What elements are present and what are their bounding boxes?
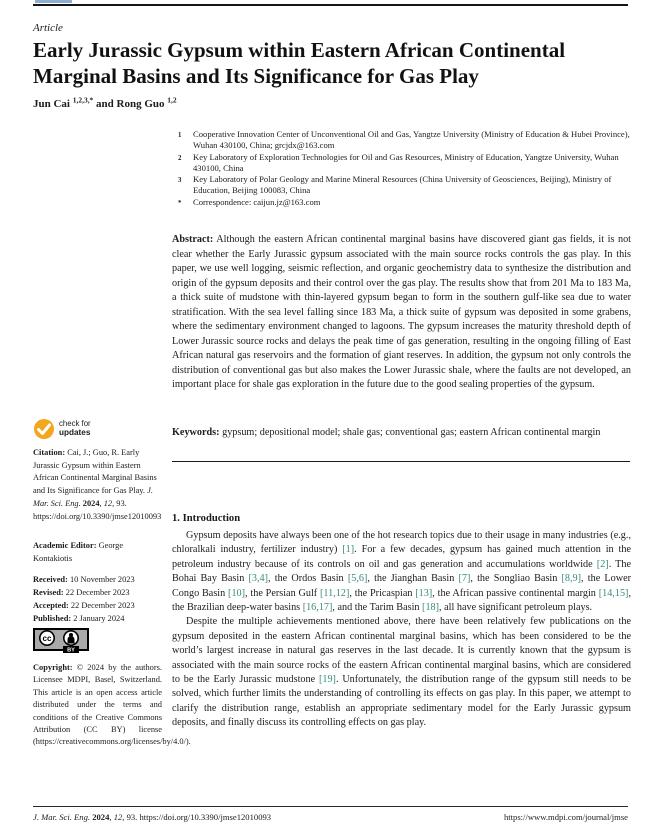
date-value: 22 December 2023 [65, 588, 130, 597]
affiliations-block [178, 129, 632, 209]
date-label: Accepted: [33, 601, 71, 610]
keywords-block [172, 426, 631, 440]
date-label: Revised: [33, 588, 66, 597]
date-received [33, 573, 162, 586]
affiliation-marker: * [178, 199, 182, 207]
academic-editor: Academic Editor: George Kontakiotis [33, 541, 124, 563]
keywords-divider-rule [172, 461, 630, 462]
keywords-label: Keywords: [172, 427, 220, 438]
intro-paragraph-1: Gypsum deposits have always been one of the hot research topics due to their usage in many industries (e.g., chloralkali industry, fertilizer industry) [1]. For a few decades, gypsum has gained much attention in the petroleum industry because of its controls on oil and gas generation and accumulations worldwide [2]. The Bohai Bay Basin [3,4], the Ordos Basin [5,6], the Jianghan Basin [7], the Songliao Basin [8,9], the Lower Congo Basin [10], the Persian Gulf [11,12], the Pricaspian [13], the African passive continental margin [14,15], the Brazilian deep-water basins [16,17], and the Tarim Basin [18], all have significant petroleum plays. [172, 530, 632, 614]
footer-citation: J. Mar. Sci. Eng. 2024, 12, 93. https://doi.org/10.3390/jmse12010093 [33, 812, 272, 822]
badge-line2: updates [59, 428, 91, 437]
citation-ref[interactable]: [13] [415, 587, 433, 599]
top-blue-fragment [35, 0, 72, 3]
affiliation-marker: 2 [178, 154, 182, 162]
cc-by-text: BY [67, 647, 75, 653]
date-value: 22 December 2023 [70, 601, 135, 610]
affiliation-marker: 1 [178, 132, 182, 139]
citation-ref[interactable]: [10] [228, 587, 246, 599]
header-rule [33, 4, 628, 6]
keywords-text: gypsum; depositional model; shale gas; conventional gas; eastern African continental margin [222, 427, 601, 438]
footer-rule [33, 806, 628, 807]
check-for-updates-label [59, 419, 91, 437]
introduction-body [172, 529, 631, 731]
date-published [33, 612, 162, 625]
affiliation-text: Key Laboratory of Exploration Technologies for Oil and Gas Resources, Ministry of Education, Yangtze University, Wuhan 430100, China [193, 151, 619, 173]
footer-journal-link[interactable]: https://www.mdpi.com/journal/jmse [503, 812, 628, 822]
citation-ref[interactable]: [11,12] [320, 587, 350, 599]
date-value: 2 January 2024 [73, 614, 125, 623]
citation-ref[interactable]: [8,9] [561, 573, 582, 585]
citation-info: Citation: Cai, J.; Guo, R. Early Jurassic Gypsum within Eastern African Continental Marginal Basins and Its Significance for Gas Play. J. Mar. Sci. Eng. 2024, 12, 93. https://doi.org/10.3390/jmse12010093 [33, 448, 162, 521]
date-value: 10 November 2023 [69, 575, 135, 584]
citation-ref[interactable]: [7] [458, 573, 471, 585]
citation-ref[interactable]: [18] [422, 602, 440, 614]
citation-ref[interactable]: [19] [318, 674, 336, 686]
citation-ref[interactable]: [16,17] [302, 602, 333, 614]
abstract-block [172, 233, 631, 393]
affiliation-item [178, 129, 632, 152]
affiliation-item [178, 152, 632, 175]
citation-ref[interactable]: [3,4] [248, 573, 269, 585]
date-label: Published: [33, 614, 74, 623]
affiliation-marker: 3 [178, 177, 182, 185]
check-for-updates-badge[interactable] [33, 416, 143, 446]
affiliation-item-correspondence [178, 197, 632, 209]
cc-by-license-logo[interactable] [33, 628, 89, 653]
article-dates [33, 573, 162, 625]
citation-ref[interactable]: [14,15] [598, 587, 629, 599]
intro-paragraph-2: Despite the multiple achievements mentioned above, there have been relatively few publications on the gypsum deposited in the eastern African continental marginal basins, which has been considered to be the world’s largest increase in natural gas reserves in the last decade. It is currently known that the gypsum is associated with the main source rocks of the eastern African continental marginal basins, which are considered to be the Early Jurassic mudstone [19]. Unfortunately, the distribution range of the gypsum still needs to be solved, which further limits the understanding of controlling its effects on gas play. In this paper, we attempt to clarify the distribution range, establish an appropriate sedimentary model for the Early Jurassic gypsum deposits, and finally discuss its controlling effects on gas play. [172, 616, 631, 729]
crossmark-check-icon [33, 418, 57, 442]
date-revised [33, 586, 162, 599]
citation-ref[interactable]: [2] [596, 558, 609, 570]
date-accepted [33, 599, 162, 612]
affiliation-text: Cooperative Innovation Center of Unconventional Oil and Gas, Yangtze University (Ministry of Education & Hubei Province), Wuhan 430100, China; grcjdx@163.com [193, 129, 630, 151]
affiliation-text: Key Laboratory of Polar Geology and Marine Mineral Resources (China University of Geosciences, Beijing), Ministry of Education, Beijing 100083, China [193, 174, 612, 196]
citation-ref[interactable]: [1] [342, 544, 355, 556]
abstract-label: Abstract: [172, 234, 214, 245]
section-heading-introduction: 1. Introduction [172, 513, 241, 524]
affiliation-text: Correspondence: caijun.jz@163.com [193, 196, 321, 207]
paper-title: Early Jurassic Gypsum within Eastern African Continental Marginal Basins and Its Significance for Gas Play [33, 38, 566, 88]
citation-ref[interactable]: [5,6] [347, 573, 368, 585]
abstract-text: Although the eastern African continental marginal basins have discovered giant gas fields, it is not clear whether the Early Jurassic gypsum associated with the main source rocks controls the gas play. In this paper, we use well logging, seismic reflection, and organic geochemistry data to synthesize the distribution and origin of the gypsum deposits and their control over the gas play. The results show that from 201 Ma to 183 Ma, a thick suite of mudstone with thin-layered gypsum began to form in the southern gulf-like sea due to water stratification. With the sea level falling since 183 Ma, a thick suite of gypsum was deposited in some grabens, where the sedimentary environment changed to lagoons. The gypsum increases the maturity threshold depth of Lower Jurassic source rocks and delays the peak time of gas generation, resulting in the ongoing filling of East African natural gas reservoirs and the formation of giant reserves. In addition, the gypsum not only controls the distribution of conventional gas but also makes the Lower Jurassic shale, where the faults are not developed, an important place for shale gas exploration in the future due to the good sealing properties of the gypsum. [172, 234, 631, 390]
authors-line: Jun Cai $^{1,2,3,*}$ and Rong Guo $^{1,2}$ [33, 95, 177, 110]
cc-by-icon [33, 628, 89, 653]
article-type-label: Article [33, 22, 63, 34]
svg-text:cc: cc [42, 634, 52, 643]
date-label: Received: [33, 575, 70, 584]
badge-line1: check for [59, 419, 91, 428]
affiliation-item [178, 174, 632, 197]
copyright-notice: Copyright: © 2024 by the authors. Licensee MDPI, Basel, Switzerland. This article is an open access article distributed under the terms and conditions of the Creative Commons Attribution (CC BY) license (https://creativecommons.org/licenses/by/4.0/). [33, 663, 191, 747]
